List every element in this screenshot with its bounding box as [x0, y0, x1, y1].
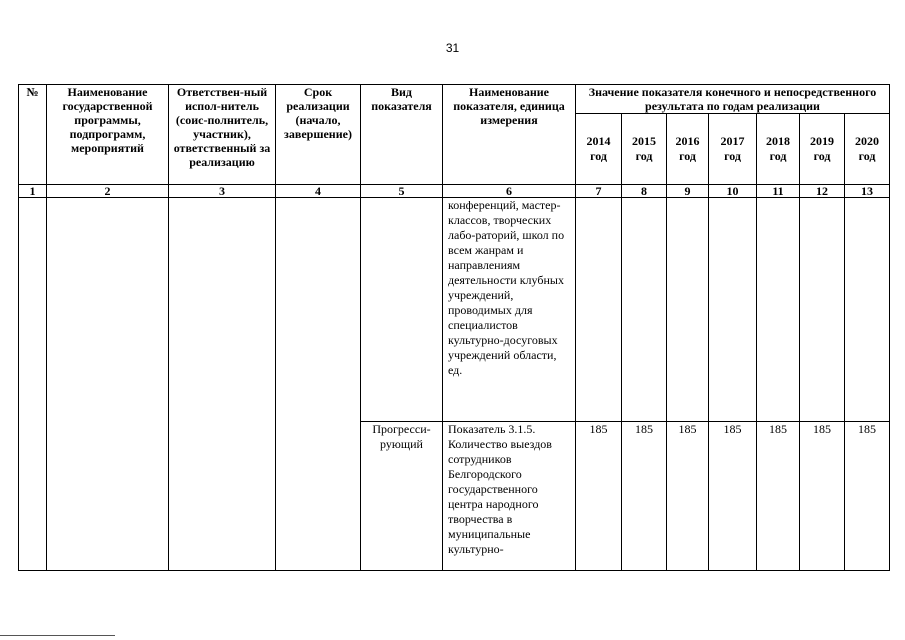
- column-number: 3: [169, 185, 276, 198]
- indicators-table: [18, 84, 890, 571]
- column-number: 1: [19, 185, 47, 198]
- column-number: 9: [667, 185, 709, 198]
- header-year: 2018 год: [757, 114, 800, 185]
- cell-value: [709, 198, 757, 422]
- header-responsible: Ответствен-ный испол-нитель (соис-полнитель, участник), ответственный за реализацию: [169, 85, 276, 185]
- cell-value: [845, 198, 890, 422]
- cell-number: [19, 198, 47, 571]
- cell-value: 185: [667, 422, 709, 571]
- column-number: 4: [276, 185, 361, 198]
- column-number: 13: [845, 185, 890, 198]
- cell-value: 185: [622, 422, 667, 571]
- column-number: 2: [47, 185, 169, 198]
- header-year: 2017 год: [709, 114, 757, 185]
- header-term: Срок реализации (начало, завершение): [276, 85, 361, 185]
- cell-indicator-type: Прогресси-рующий: [361, 422, 443, 571]
- cell-responsible: [169, 198, 276, 571]
- cell-value: 185: [709, 422, 757, 571]
- page-number: 31: [445, 41, 460, 55]
- column-number: 6: [443, 185, 576, 198]
- cell-value: 185: [845, 422, 890, 571]
- cell-value: 185: [576, 422, 622, 571]
- cell-indicator-type: [361, 198, 443, 422]
- cell-value: [757, 198, 800, 422]
- header-program-name: Наименование государственной программы, подпрограмм, мероприятий: [47, 85, 169, 185]
- column-number: 10: [709, 185, 757, 198]
- header-year: 2015 год: [622, 114, 667, 185]
- cell-indicator-name: Показатель 3.1.5. Количество выездов сотрудников Белгородского государственного центра народного творчества в муниципальные культурно-: [443, 422, 576, 571]
- column-number: 5: [361, 185, 443, 198]
- header-indicator-name: Наименование показателя, единица измерения: [443, 85, 576, 185]
- header-year: 2019 год: [800, 114, 845, 185]
- column-number-row: [19, 185, 890, 198]
- header-values-group: Значение показателя конечного и непосредственного результата по годам реализации: [576, 85, 890, 114]
- footnote-separator: [0, 635, 115, 636]
- header-year: 2016 год: [667, 114, 709, 185]
- header-number: №: [19, 85, 47, 185]
- column-number: 7: [576, 185, 622, 198]
- table-header-row: [19, 85, 890, 114]
- column-number: 12: [800, 185, 845, 198]
- cell-program-name: [47, 198, 169, 571]
- header-indicator-type: Вид показателя: [361, 85, 443, 185]
- header-year: 2014 год: [576, 114, 622, 185]
- cell-value: [800, 198, 845, 422]
- cell-value: [667, 198, 709, 422]
- cell-value: [622, 198, 667, 422]
- column-number: 11: [757, 185, 800, 198]
- header-year: 2020 год: [845, 114, 890, 185]
- cell-value: [576, 198, 622, 422]
- cell-term: [276, 198, 361, 571]
- cell-indicator-name: конференций, мастер-классов, творческих лабо-раторий, школ по всем жанрам и направлениям деятельности клубных учреждений, проводимых для специалистов культурно-досуговых учреждений области, ед.: [443, 198, 576, 422]
- cell-value: 185: [757, 422, 800, 571]
- column-number: 8: [622, 185, 667, 198]
- cell-value: 185: [800, 422, 845, 571]
- table-row: [19, 198, 890, 422]
